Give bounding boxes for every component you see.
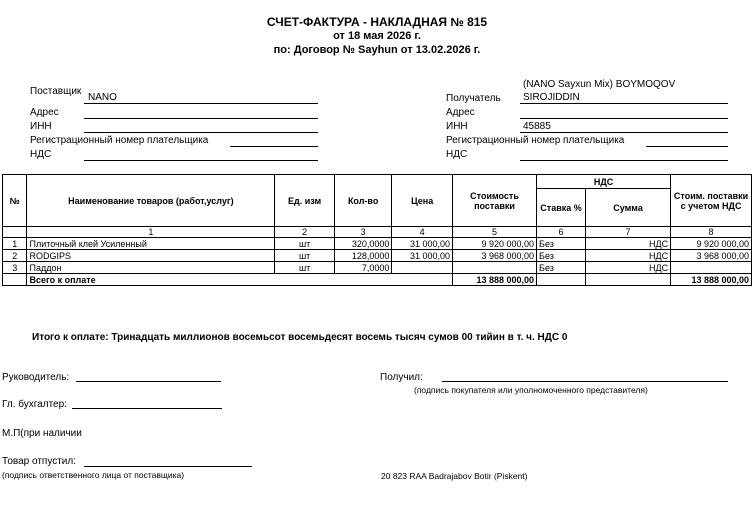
row-num: 3 [3, 262, 27, 274]
director-sign-line[interactable] [76, 381, 221, 382]
supplier-address-label: Адрес [30, 107, 59, 118]
row-nds-rate: Без [537, 238, 586, 250]
receiver-inn-value: 45885 [523, 121, 551, 132]
col-number: 4 [392, 227, 453, 238]
receiver-name-line [520, 103, 728, 104]
row-price: 31 000,00 [392, 250, 453, 262]
received-sign-line[interactable] [442, 381, 728, 382]
header-nds: НДС [537, 175, 671, 189]
receiver-address-label: Адрес [446, 107, 475, 118]
released-label: Товар отпустил: [2, 456, 76, 467]
total-label: Всего к оплате [27, 274, 453, 286]
header-price: Цена [392, 175, 453, 227]
receiver-nds-line [520, 160, 728, 161]
row-price [392, 262, 453, 274]
supplier-reg-line [230, 146, 318, 147]
header-num: № [3, 175, 27, 227]
invoice-date: от 18 мая 2026 г. [333, 30, 421, 42]
row-unit: шт [275, 262, 335, 274]
header-nds-sum: Сумма [585, 189, 670, 227]
supplier-nds-label: НДС [30, 149, 52, 160]
total-with-nds: 13 888 000,00 [671, 274, 752, 286]
accountant-label: Гл. бухгалтер: [2, 399, 67, 410]
col-number: 2 [275, 227, 335, 238]
col-number: 6 [537, 227, 586, 238]
total-in-words: Итого к оплате: Тринадцать миллионов восемьсот восемьдесят восемь тысяч сумов 00 тийин в т. ч. НДС 0 [32, 332, 568, 343]
receiver-inn-label: ИНН [446, 121, 468, 132]
supplier-reg-label: Регистрационный номер плательщика [30, 135, 209, 146]
row-unit: шт [275, 250, 335, 262]
row-cost [453, 262, 537, 274]
receiver-nds-label: НДС [446, 149, 468, 160]
row-total: 3 968 000,00 [671, 250, 752, 262]
supplier-name: NANO [88, 92, 117, 103]
row-price: 31 000,00 [392, 238, 453, 250]
row-nds-sum: НДС [585, 238, 670, 250]
table-row [3, 250, 752, 262]
row-name: RODGIPS [27, 250, 275, 262]
row-qty: 7,0000 [334, 262, 391, 274]
total-row [3, 274, 752, 286]
row-qty: 128,0000 [334, 250, 391, 262]
row-num: 2 [3, 250, 27, 262]
footer-note: 20 823 RAA Badrajabov Botir (Piskent) [381, 471, 528, 481]
table-row [3, 238, 752, 250]
row-nds-rate: Без [537, 262, 586, 274]
invoice-table [2, 174, 752, 286]
invoice-contract: по: Договор № Sayhun от 13.02.2026 г. [273, 44, 481, 56]
accountant-sign-line[interactable] [72, 408, 222, 409]
row-total: 9 920 000,00 [671, 238, 752, 250]
row-name: Плиточный клей Усиленный [27, 238, 275, 250]
supplier-address-line [84, 118, 318, 119]
row-total [671, 262, 752, 274]
header-nds-rate: Ставка % [537, 189, 586, 227]
receiver-name-line2: SIROJIDDIN [523, 92, 580, 103]
total-cost: 13 888 000,00 [453, 274, 537, 286]
supplier-label: Поставщик [30, 86, 82, 97]
receiver-reg-label: Регистрационный номер плательщика [446, 135, 625, 146]
col-number: 5 [453, 227, 537, 238]
receiver-address-line [520, 118, 728, 119]
row-name: Паддон [27, 262, 275, 274]
row-nds-sum: НДС [585, 250, 670, 262]
row-nds-rate: Без [537, 250, 586, 262]
row-cost: 9 920 000,00 [453, 238, 537, 250]
row-num: 1 [3, 238, 27, 250]
receiver-name-line1: (NANO Sayxun Mix) BOYMOQOV [523, 79, 676, 90]
supplier-inn-line [84, 132, 318, 133]
col-number: 3 [334, 227, 391, 238]
col-number: 8 [671, 227, 752, 238]
supplier-nds-line [84, 160, 318, 161]
col-number: 7 [585, 227, 670, 238]
header-unit: Ед. изм [275, 175, 335, 227]
col-number: 1 [27, 227, 275, 238]
supplier-name-line [84, 103, 318, 104]
invoice-title: СЧЕТ-ФАКТУРА - НАКЛАДНАЯ № 815 [266, 15, 488, 29]
row-nds-sum: НДС [585, 262, 670, 274]
row-cost: 3 968 000,00 [453, 250, 537, 262]
director-label: Руководитель: [2, 372, 70, 383]
received-label: Получил: [380, 372, 423, 383]
received-note: (подпись покупателя или уполномоченного представителя) [414, 385, 648, 395]
header-total: Стоим. поставки с учетом НДС [671, 175, 752, 227]
header-name: Наименование товаров (работ,услуг) [27, 175, 275, 227]
row-unit: шт [275, 238, 335, 250]
header-cost: Стоимость поставки [453, 175, 537, 227]
released-note: (подпись ответственного лица от поставщика) [2, 470, 185, 480]
released-sign-line[interactable] [84, 466, 252, 467]
receiver-reg-line [646, 146, 728, 147]
header-qty: Кол-во [334, 175, 391, 227]
table-row [3, 262, 752, 274]
supplier-inn-label: ИНН [30, 121, 52, 132]
stamp-label: М.П(при наличии [2, 428, 82, 439]
receiver-label: Получатель [446, 93, 501, 104]
row-qty: 320,0000 [334, 238, 391, 250]
receiver-inn-line [520, 132, 728, 133]
